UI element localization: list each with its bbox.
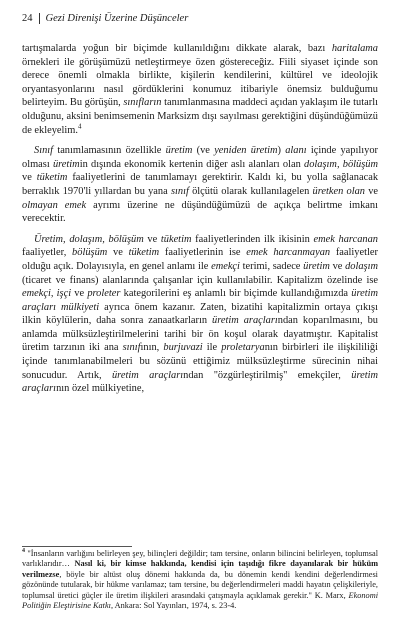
italic-term: üretim araçları: [22, 369, 378, 395]
text-run: ve: [22, 172, 37, 184]
italic-term: Üretim, dolaşım, bölüşüm: [34, 233, 144, 245]
italic-term: üretken olan: [312, 185, 365, 197]
italic-term: haritalama: [331, 43, 378, 54]
text-run: faaliyetlerinden ilk ikisinin: [191, 233, 314, 245]
body-text: [22, 42, 378, 396]
text-run: ve: [143, 233, 161, 245]
text-run: ve: [107, 247, 129, 259]
text-run: içinde yapılıyor olması: [22, 145, 378, 170]
italic-term: tüketim: [36, 172, 68, 184]
text-run: ndan "özgürleştirilmiş" emekçiler,: [183, 369, 352, 381]
italic-term: emekçi: [211, 260, 240, 272]
footnote-number: 4: [22, 548, 25, 555]
italic-term: tüketim: [160, 233, 192, 245]
text-run: (ve: [192, 145, 215, 157]
book-title: Ekonomi Politiğin Eleştirisine Katkı: [22, 590, 378, 611]
text-run: nın birbirleri ile ilişkililiği içinde tanımlanabilmeleri bu sözünü ettiğimiz mülksüzleştirme sürecinin nihai sonucudur. Artık,: [22, 342, 378, 381]
italic-term: olmayan emek: [22, 199, 87, 211]
italic-term: üretim: [52, 158, 80, 170]
italic-term: sınıfların: [123, 97, 162, 109]
running-header: [22, 8, 378, 28]
italic-term: üretim: [303, 260, 330, 272]
text-run: ölçütü olarak kullanılagelen: [188, 185, 313, 197]
text-run: ): [277, 145, 286, 157]
italic-term: üretim araçları mülkiyeti: [22, 288, 378, 313]
italic-term: sınıf: [122, 342, 141, 354]
text-run: faaliyetlerinin ise: [159, 247, 247, 259]
italic-term: yeniden üretim: [214, 145, 278, 157]
text-run: ndan koparılmasını, bu anlamda mülksüzleştirilmelerini tarihi bir ön koşul olarak dayatmıştır. Kapitalist üretim tarzının iki ana: [22, 315, 378, 354]
text-run: ayrıca önem kazanır. Zaten, bizatihi kapitalizmin ortaya çıkışı ilkin köylülerin, daha sonra zanaatkarların: [22, 301, 378, 327]
text-run: ile: [202, 342, 222, 354]
italic-term: proleter: [87, 288, 121, 300]
text-run: nın özel mülkiyetine,: [56, 383, 145, 395]
italic-term: üretim araçları: [212, 315, 278, 327]
text-run: faaliyetlerini de tanımlamayı gerektirir. Kaldı ki, bu yolla sağlanacak berraklık 1970'li yıllardan bu yana: [22, 172, 379, 197]
italic-term: dolaşım, bölüşüm: [304, 158, 378, 170]
bold-quote: Nasıl ki, bir kimse hakkında, kendisi için taşıdığı fikre dayanılarak bir hüküm verilmezse: [22, 559, 379, 579]
text-run: tanımlanmasına maddeci açıdan yaklaşım ile tutarlı olduğunu, aksini benimsemenin Marksizm dışı sayılması gerektiğini düşündüğümüzü de ekleyelim.: [22, 97, 378, 136]
italic-term: bölüşüm: [72, 247, 108, 259]
text-run: ının,: [140, 342, 164, 354]
italic-term: sınıf: [170, 185, 189, 197]
text-run: in dışında ekonomik kertenin diğer aslı alanları olan: [79, 158, 305, 170]
text-run: , Ankara: Sol Yayınları, 1974, s. 23-4.: [110, 601, 237, 611]
text-run: terimi, sadece: [239, 260, 304, 272]
running-title: Gezi Direnişi Üzerine Düşünceler: [45, 12, 189, 24]
paragraph-3: [22, 233, 378, 396]
italic-term: emek harcanmayan: [246, 247, 331, 259]
text-run: örnekleri ile görüşümüzü netleştirmeye özen göstereceğiz. Fiili siyaset içinde son derece önemli olmakla birlikte, kişilerin kendilerini, kültürel ve ideolojik oryantasyonlarını nasıl gördüklerini konumuz itibariyle önemsiz bulduğumu belirteyim. Bu görüşün,: [22, 56, 378, 109]
footnote-divider: [22, 546, 132, 547]
italic-term: burjuvazi: [163, 342, 203, 354]
paragraph-1: [22, 42, 378, 137]
text-run: kategorilerini eş anlamlı bir biçimde kullandığımızda: [120, 288, 352, 300]
text-run: (ticaret ve finans) alanlarında çalışanlar için kullanılabilir. Kapitalizm özelinde ise: [22, 274, 378, 286]
text-run: ayrımı üzerine ne düşündüğümüzü de açıkça belirtme imkanı verecektir.: [22, 199, 378, 225]
text-run: tanımlamasının özellikle: [53, 145, 166, 157]
italic-term: proletarya: [221, 342, 265, 354]
footnote-ref[interactable]: 4: [77, 122, 82, 131]
text-run: ve: [329, 260, 346, 272]
italic-term: emekçi, işçi: [22, 288, 72, 300]
italic-term: üretim: [165, 145, 193, 157]
text-run: faaliyetler,: [22, 247, 73, 259]
italic-term: emek harcanan: [313, 233, 378, 245]
text-run: "İnsanların varlığını belirleyen şey, bilinçleri değildir; tam tersine, onların bilincini belirleyen, toplumsal varlıklarıdır…: [22, 549, 378, 569]
italic-term: üretim araçları: [111, 369, 184, 381]
text-run: ve: [364, 185, 379, 197]
text-run: faaliyetler olduğu açık. Dolayısıyla, en genel anlamı ile: [22, 247, 378, 272]
text-run: tartışmalarda yoğun bir biçimde kullanıldığını dikkate alarak, bazı: [22, 43, 332, 54]
page-number: 24: [22, 13, 40, 24]
italic-term: dolaşım: [345, 260, 378, 272]
footnote-4: [22, 549, 378, 611]
italic-term: alanı: [285, 145, 307, 157]
text-run: , böyle bir altüst oluş dönemi hakkında da, bu dönemin kendi kendini değerlendirmesi gözönünde tutularak, bir hükme varılamaz; tam tersine, bu değerlendirmeleri maddi hayatın çelişkileriyle, toplumsal üretici güçler ile üretim ilişkileri arasındaki çatışmayla açıklamak gerekir." K. Marx,: [22, 569, 378, 600]
italic-term: Sınıf: [34, 145, 54, 157]
text-run: ve: [71, 288, 88, 300]
paragraph-2: [22, 144, 378, 226]
italic-term: tüketim: [128, 247, 160, 259]
